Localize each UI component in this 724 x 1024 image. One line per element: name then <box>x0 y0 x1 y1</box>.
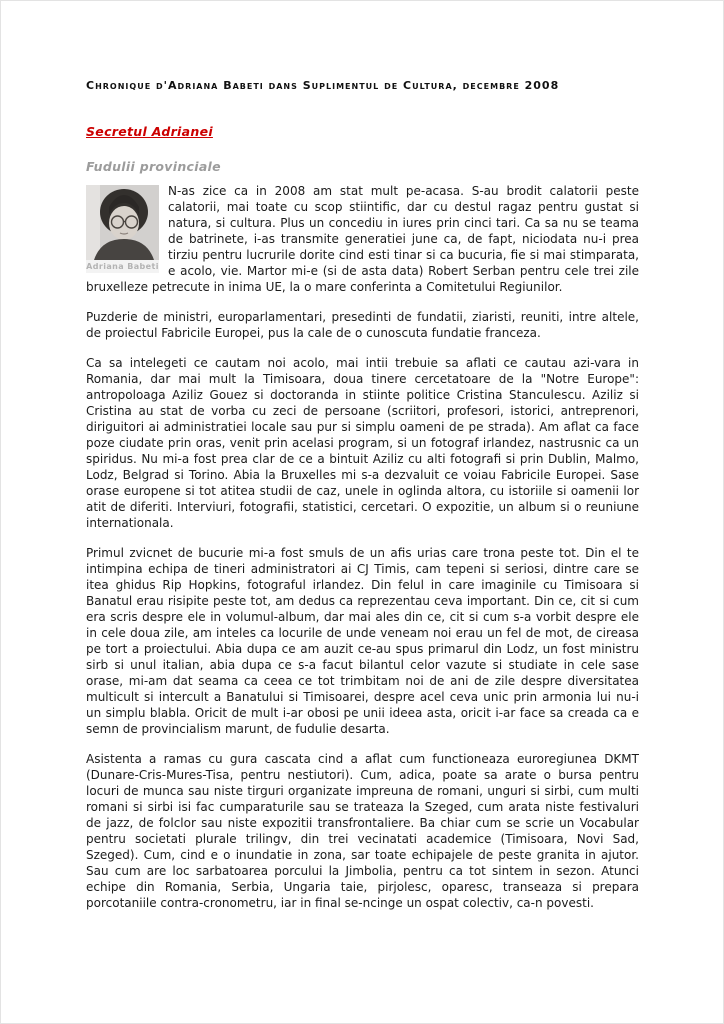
article-subheading: Fudulii provinciale <box>86 159 221 174</box>
paragraph <box>86 355 639 531</box>
article-heading: Secretul Adrianei <box>86 124 213 139</box>
paragraph <box>86 751 639 911</box>
paragraph-text: Ca sa intelegeti ce cautam noi acolo, mai intii trebuie sa aflati ce cautau azi-vara in Romania, dar mai mult la Timisoara, doua tinere cercetatoare de la "Notre Europe": antropoloaga Aziliz Gouez si doctoranda in stiinte politice Cristina Stanculescu. Aziliz si Cristina au stat de vorba cu zeci de persoane (scriitori, profesori, istorici, antreprenori, diriguitori ai administratiei locale sau pur si simplu oameni de pe strada). Am aflat ca face poze ciudate prin oras, venit prin acelasi program, si un fotograf irlandez, nastrusnic ca un spiridus. Nu mi-a fost prea clar de ce a bintuit Aziliz cu alti fotografi si prin Dublin, Malmo, Lodz, Belgrad si Torino. Abia la Bruxelles mi s-a dezvaluit ce voiau Fabricile Europei. Sase orase europene si tot atitea studii de caz, unele in oglinda altora, cu istoriile si oamenii lor atit de diferiti. Interviuri, fotografii, statistici, cercetari. O expozitie, un album si o reuniune internationala. <box>86 356 639 530</box>
paragraph <box>86 309 639 341</box>
paragraph-text: N-as zice ca in 2008 am stat mult pe-acasa. S-au brodit calatorii peste calatorii, mai toate cu scop stiintific, dar cu destul ragaz pentru gustat si natura, si cultura. Plus un concediu in iures prin cinci tari. Ca sa nu se teama de batrinete, i-as transmite generatiei june ca, de fapt, niciodata nu-i prea tirziu pentru lucrurile dorite cind esti tinar si ca bucuria, fie si mai stimparata, e acolo, vie. Martor mi-e (si de asta data) Robert Serban pentru cele trei zile bruxelleze petrecute in inima UE, la o mare conferinta a Comitetului Regiunilor. <box>86 184 639 294</box>
paragraph-text: Asistenta a ramas cu gura cascata cind a aflat cum functioneaza euroregiunea DKMT (Dunare-Cris-Mures-Tisa, pentru nestiutori). Cum, adica, poate sa arate o bursa pentru locuri de munca sau niste tirguri organizate impreuna de romani, unguri si sirbi, cum multi romani si sirbi isi fac cumparaturile sau se trateaza la Szeged, cum arata niste festivaluri de jazz, de folclor sau niste expozitii transfrontaliere. Ba chiar cum se scrie un Vocabular pentru societati plurale trilingv, din trei vecinatati academice (Timisoara, Novi Sad, Szeged). Cum, cind e o inundatie in zona, sar toate echipajele de peste granita in ajutor. Sau cum are loc sarbatoarea porcului la Jimbolia, pentru ca tot sintem in sezon. Atunci echipe din Romania, Serbia, Ungaria taie, pirjolesc, oparesc, transeaza si prepara porcotaniile contra-cronometru, iar in final se-ncinge un ospat colectiv, ca-n povesti. <box>86 752 639 910</box>
paragraph <box>86 545 639 737</box>
paragraph-text: Primul zvicnet de bucurie mi-a fost smuls de un afis urias care trona peste tot. Din el te intimpina echipa de tineri administratori ai CJ Timis, cam tepeni si seriosi, dintre care se itea ghidus Rip Hopkins, fotograful irlandez. Din felul in care imaginile cu Timisoara si Banatul erau risipite peste tot, am dedus ca reprezentau ceva important. Din ce, cit si cum era scris despre ele in volumul-album, dar mai ales din ce, cit si cum s-a vorbit despre ele in cele doua zile, am inteles ca locurile de unde veneam noi erau un fel de mot, de cireasa pe tort a proiectului. Abia dupa ce am auzit ce-au spus primarul din Lodz, un fost ministru sirb si unul italian, abia dupa ce s-a facut bilantul celor vazute si studiate in cele sase orase, mi-am dat seama ca ceea ce tot trimbitam noi de ani de zile despre diversitatea multicult si intercult a Banatului si Timisoarei, despre acel ceva unic prin armonia lui nu-i un simplu blabla. Oricit de mult i-ar obosi pe unii ideea asta, oricit i-ar face sa creada ca e semn de provincialism marunt, de fudulie desarta. <box>86 546 639 736</box>
article-body <box>86 183 639 911</box>
document-title: Chronique d'Adriana Babeti dans Suplimentul de Cultura, decembre 2008 <box>86 79 560 92</box>
paragraph <box>86 183 639 295</box>
author-photo-figure <box>86 185 159 273</box>
photo-caption: Adriana Babeti <box>86 262 159 271</box>
portrait-image <box>86 185 159 260</box>
paragraph-text: Puzderie de ministri, europarlamentari, presedinti de fundatii, ziaristi, reuniti, intre altele, de proiectul Fabricile Europei, pus la cale de o cunoscuta fundatie franceza. <box>86 310 639 340</box>
